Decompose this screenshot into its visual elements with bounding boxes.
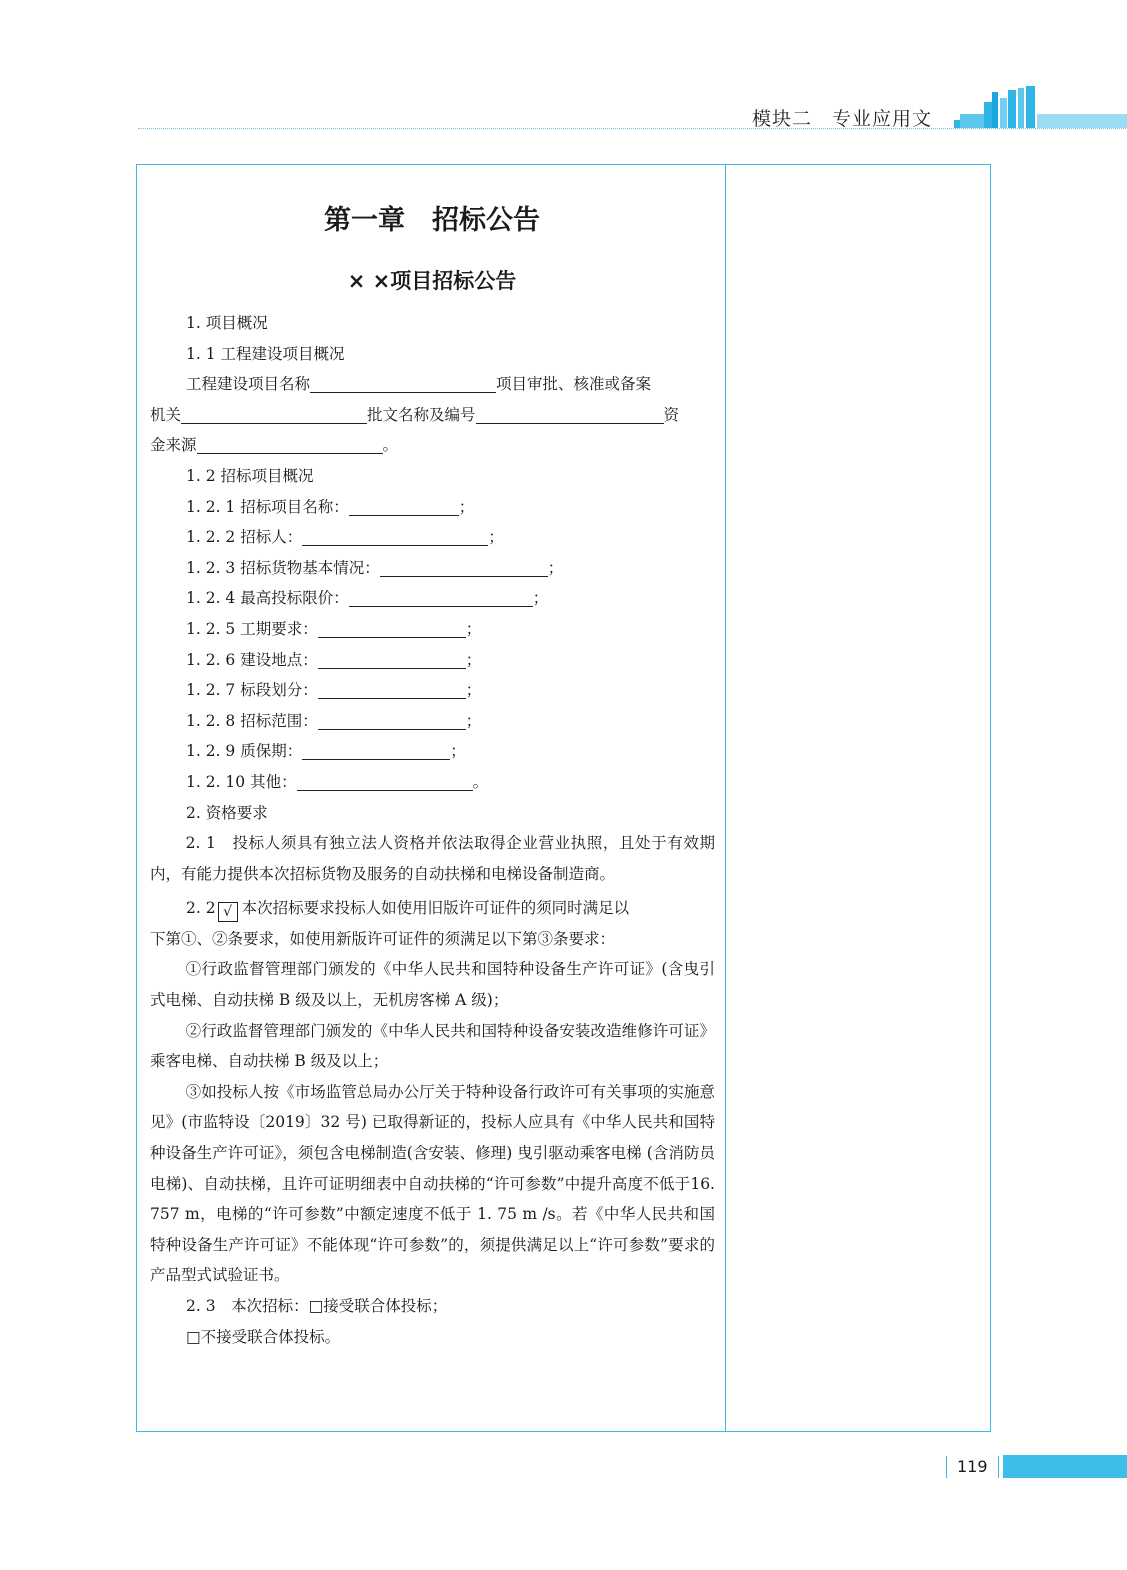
page-bar-decoration [1003,1455,1127,1478]
requirement-3: ③如投标人按《市场监管总局办公厅关于特种设备行政许可有关事项的实施意见》(市监特设〔2019〕32 号) 已取得新证的，投标人应具有《中华人民共和国特种设备生产许可证》，须包含电梯制造(含安装、修理) 曳引驱动乘客电梯 (含消防员电梯)、自动扶梯，且许可证明细表中自动扶梯的“许可参数”中提升高度不低于16. 757 m，电梯的“许可参数”中额定速度不低于 1. 75 m /s。若《中华人民共和国特种设备生产许可证》不能体现“许可参数”的，须提供满足以上“许可参数”要求的产品型式试验证书。 [150,1082,715,1285]
project-info-line-2: 机关 批文名称及编号 资 [150,400,715,431]
item-1-2-5: 1. 2. 5 工期要求： ； [150,614,715,645]
paragraph-2-2-first-line: 2. 2 √ 本次招标要求投标人如使用旧版许可证件的须同时满足以 [186,899,630,921]
blank-field [318,648,466,669]
notice-title: × ×项目招标公告 [347,269,517,293]
project-info-line-1: 工程建设项目名称 项目审批、核准或备案 [150,369,715,400]
header-divider [138,128,1127,129]
requirement-1: ①行政监督管理部门颁发的《中华人民共和国特种设备生产许可证》(含曳引式电梯、自动扶梯 B 级及以上，无机房客梯 A 级)； [150,960,715,1010]
blank-field [181,403,367,424]
item-1-2-1: 1. 2. 1 招标项目名称： ； [150,492,715,523]
blank-field [380,556,548,577]
blank-field [349,586,533,607]
section-2-3: 2. 3 本次招标：□接受联合体投标； [186,1297,448,1315]
item-1-2-6: 1. 2. 6 建设地点： ； [150,645,715,676]
notice-body [150,308,715,1352]
section-2-3-option: □不接受联合体投标。 [186,1327,341,1346]
project-info-line-3: 金来源 。 [150,430,715,461]
item-1-2-8: 1. 2. 8 招标范围： ； [150,706,715,737]
blank-field [197,433,383,454]
paragraph-2-2-second-line: 下第①、②条要求，如使用新版许可证件的须满足以下第③条要求： [150,929,616,948]
paragraph-2-1: 2. 1 投标人须具有独立法人资格并依法取得企业营业执照，且处于有效期内，有能力提供本次招标货物及服务的自动扶梯和电梯设备制造商。 [150,834,715,883]
requirement-2: ②行政监督管理部门颁发的《中华人民共和国特种设备安装改造维修许可证》乘客电梯、自动扶梯 B 级及以上； [150,1021,715,1071]
section-2-heading: 2. 资格要求 [186,803,268,822]
checked-box-icon: √ [218,902,238,922]
blank-field [310,372,496,393]
blank-field [302,739,450,760]
page-number: 119 [946,1456,999,1478]
blank-field [302,525,488,546]
item-1-2-3: 1. 2. 3 招标货物基本情况： ； [150,553,715,584]
blank-field [349,495,459,516]
item-1-2-10: 1. 2. 10 其他： 。 [150,767,715,798]
module-header-title: 模块二 专业应用文 [752,108,933,130]
blank-field [318,709,466,730]
books-decoration-icon [954,86,1127,128]
item-1-2-7: 1. 2. 7 标段划分： ； [150,675,715,706]
item-1-2-4: 1. 2. 4 最高投标限价： ； [150,583,715,614]
blank-field [318,617,466,638]
item-1-2-2: 1. 2. 2 招标人： ； [150,522,715,553]
section-1-1-heading: 1. 1 工程建设项目概况 [186,344,345,363]
blank-field [318,678,466,699]
column-divider [725,165,726,1431]
chapter-title: 第一章 招标公告 [324,205,540,236]
section-1-heading: 1. 项目概况 [186,314,268,332]
section-1-2-heading: 1. 2 招标项目概况 [186,466,314,485]
blank-field [476,403,664,424]
item-1-2-9: 1. 2. 9 质保期： ； [150,736,715,767]
blank-field [297,770,473,791]
